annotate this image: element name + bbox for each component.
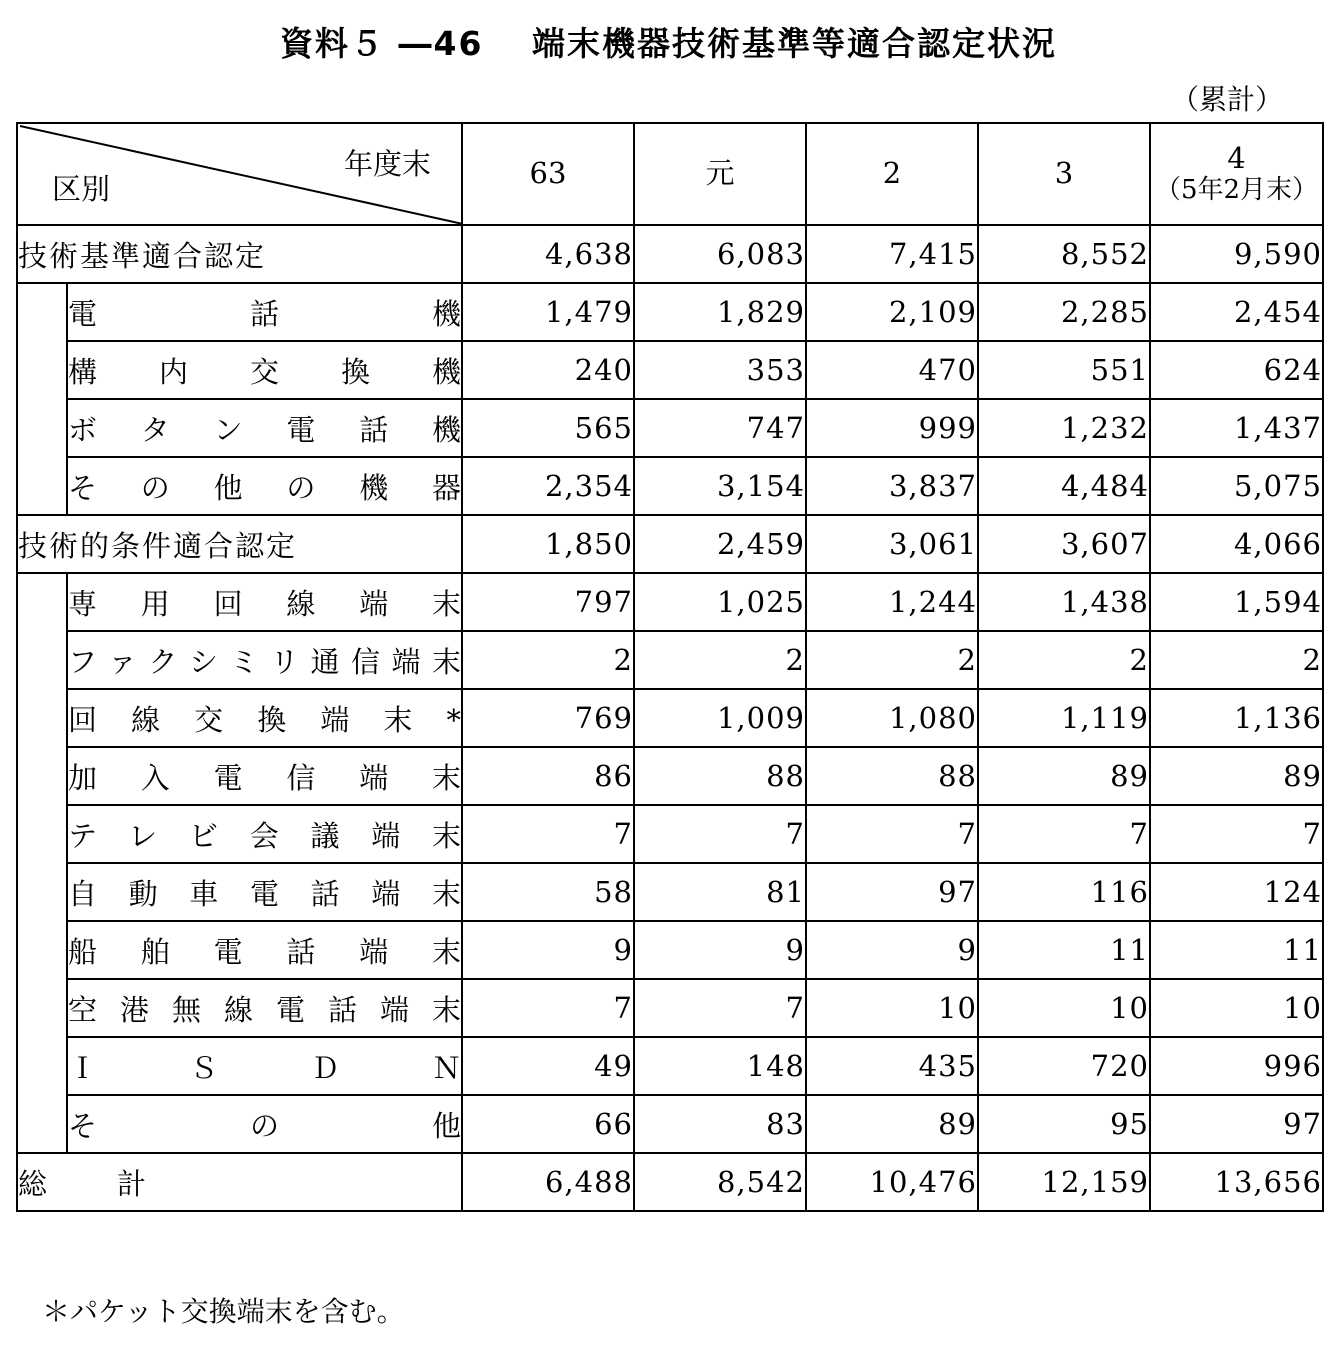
- value-cell: 1,850: [462, 515, 634, 573]
- value-cell: 7: [634, 979, 806, 1037]
- value-cell: 1,437: [1150, 399, 1323, 457]
- table-row: [17, 863, 1323, 921]
- value-cell: 1,025: [634, 573, 806, 631]
- value-cell: 1,244: [806, 573, 978, 631]
- value-cell: 89: [1150, 747, 1323, 805]
- value-cell: 6,083: [634, 225, 806, 283]
- value-cell: 2,285: [978, 283, 1150, 341]
- footnote: ＊パケット交換端末を含む。: [42, 1295, 405, 1328]
- value-cell: 88: [806, 747, 978, 805]
- value-cell: 83: [634, 1095, 806, 1153]
- value-cell: 9: [806, 921, 978, 979]
- table-row: [17, 747, 1323, 805]
- indent-cell: [17, 805, 67, 863]
- indent-cell: [17, 863, 67, 921]
- value-cell: 2,354: [462, 457, 634, 515]
- row-label: 構内交換機: [67, 341, 462, 399]
- value-cell: 11: [978, 921, 1150, 979]
- value-cell: 7: [462, 979, 634, 1037]
- unit-note: （累計）: [1170, 83, 1283, 116]
- value-cell: 2: [1150, 631, 1323, 689]
- value-cell: 996: [1150, 1037, 1323, 1095]
- table-row: [17, 631, 1323, 689]
- table-row: [17, 979, 1323, 1037]
- value-cell: 1,829: [634, 283, 806, 341]
- value-cell: 97: [1150, 1095, 1323, 1153]
- value-cell: 747: [634, 399, 806, 457]
- row-label: テレビ会議端末: [67, 805, 462, 863]
- table-row: [17, 689, 1323, 747]
- table-row: [17, 1037, 1323, 1095]
- indent-cell: [17, 399, 67, 457]
- value-cell: 4,638: [462, 225, 634, 283]
- value-cell: 720: [978, 1037, 1150, 1095]
- table-row: [17, 515, 1323, 573]
- value-cell: 148: [634, 1037, 806, 1095]
- value-cell: 551: [978, 341, 1150, 399]
- row-label: 空港無線電話端末: [67, 979, 462, 1037]
- table-row: [17, 283, 1323, 341]
- row-label: その他: [67, 1095, 462, 1153]
- value-cell: 999: [806, 399, 978, 457]
- row-label: 技術基準適合認定: [17, 225, 462, 283]
- col-header-4-year: 4: [1227, 141, 1246, 176]
- indent-cell: [17, 921, 67, 979]
- row-label: 技術的条件適合認定: [17, 515, 462, 573]
- row-label: その他の機器: [67, 457, 462, 515]
- value-cell: 435: [806, 1037, 978, 1095]
- value-cell: 4,066: [1150, 515, 1323, 573]
- value-cell: 2: [806, 631, 978, 689]
- col-header-gan: 元: [634, 123, 806, 225]
- value-cell: 7: [806, 805, 978, 863]
- indent-cell: [17, 457, 67, 515]
- total-value-cell: 6,488: [462, 1153, 634, 1211]
- value-cell: 565: [462, 399, 634, 457]
- total-label-cell: [17, 1153, 462, 1211]
- value-cell: 2: [978, 631, 1150, 689]
- value-cell: 97: [806, 863, 978, 921]
- value-cell: 624: [1150, 341, 1323, 399]
- value-cell: 58: [462, 863, 634, 921]
- value-cell: 2: [634, 631, 806, 689]
- indent-cell: [17, 1037, 67, 1095]
- value-cell: 2,459: [634, 515, 806, 573]
- value-cell: 10: [978, 979, 1150, 1037]
- value-cell: 49: [462, 1037, 634, 1095]
- value-cell: 2: [462, 631, 634, 689]
- table-row: [17, 457, 1323, 515]
- table-row: [17, 1095, 1323, 1153]
- total-value-cell: 12,159: [978, 1153, 1150, 1211]
- value-cell: 3,061: [806, 515, 978, 573]
- header-corner-cell: [17, 123, 462, 225]
- indent-cell: [17, 1095, 67, 1153]
- value-cell: 10: [1150, 979, 1323, 1037]
- row-label: 専用回線端末: [67, 573, 462, 631]
- value-cell: 95: [978, 1095, 1150, 1153]
- total-value-cell: 10,476: [806, 1153, 978, 1211]
- value-cell: 1,232: [978, 399, 1150, 457]
- row-label: ＩＳＤＮ: [67, 1037, 462, 1095]
- table-row: [17, 341, 1323, 399]
- indent-cell: [17, 631, 67, 689]
- row-label: 船舶電話端末: [67, 921, 462, 979]
- table-row: [17, 573, 1323, 631]
- value-cell: 10: [806, 979, 978, 1037]
- value-cell: 7: [634, 805, 806, 863]
- row-label: 加入電信端末: [67, 747, 462, 805]
- value-cell: 470: [806, 341, 978, 399]
- value-cell: 124: [1150, 863, 1323, 921]
- value-cell: 1,009: [634, 689, 806, 747]
- value-cell: 1,119: [978, 689, 1150, 747]
- col-header-2: 2: [806, 123, 978, 225]
- value-cell: 89: [978, 747, 1150, 805]
- value-cell: 8,552: [978, 225, 1150, 283]
- value-cell: 9,590: [1150, 225, 1323, 283]
- page-title: 資料５ ―46 端末機器技術基準等適合認定状況: [280, 24, 1057, 63]
- value-cell: 769: [462, 689, 634, 747]
- value-cell: 5,075: [1150, 457, 1323, 515]
- value-cell: 2,109: [806, 283, 978, 341]
- table-row: [17, 805, 1323, 863]
- value-cell: 2,454: [1150, 283, 1323, 341]
- certification-table: [16, 122, 1324, 1212]
- value-cell: 797: [462, 573, 634, 631]
- value-cell: 11: [1150, 921, 1323, 979]
- value-cell: 86: [462, 747, 634, 805]
- value-cell: 1,080: [806, 689, 978, 747]
- col-header-4: [1150, 123, 1323, 225]
- value-cell: 9: [462, 921, 634, 979]
- indent-cell: [17, 689, 67, 747]
- value-cell: 116: [978, 863, 1150, 921]
- value-cell: 7,415: [806, 225, 978, 283]
- col-header-63: 63: [462, 123, 634, 225]
- value-cell: 1,479: [462, 283, 634, 341]
- value-cell: 1,594: [1150, 573, 1323, 631]
- value-cell: 240: [462, 341, 634, 399]
- value-cell: 3,607: [978, 515, 1150, 573]
- row-label: 自動車電話端末: [67, 863, 462, 921]
- value-cell: 7: [978, 805, 1150, 863]
- table-row: [17, 921, 1323, 979]
- value-cell: 7: [1150, 805, 1323, 863]
- value-cell: 88: [634, 747, 806, 805]
- value-cell: 9: [634, 921, 806, 979]
- value-cell: 66: [462, 1095, 634, 1153]
- value-cell: 7: [462, 805, 634, 863]
- indent-cell: [17, 979, 67, 1037]
- total-row: [17, 1153, 1323, 1211]
- value-cell: 89: [806, 1095, 978, 1153]
- col-header-4-note: （5年2月末）: [1154, 174, 1319, 205]
- table-row: [17, 225, 1323, 283]
- row-label: 電話機: [67, 283, 462, 341]
- category-label: 区別: [52, 172, 111, 206]
- total-label-1: 総: [18, 1166, 48, 1201]
- value-cell: 353: [634, 341, 806, 399]
- total-value-cell: 13,656: [1150, 1153, 1323, 1211]
- value-cell: 1,438: [978, 573, 1150, 631]
- header-row: [17, 123, 1323, 225]
- row-label: ボタン電話機: [67, 399, 462, 457]
- row-label: ファクシミリ通信端末: [67, 631, 462, 689]
- total-value-cell: 8,542: [634, 1153, 806, 1211]
- indent-cell: [17, 341, 67, 399]
- year-end-label: 年度末: [343, 147, 431, 181]
- indent-cell: [17, 283, 67, 341]
- value-cell: 4,484: [978, 457, 1150, 515]
- col-header-3: 3: [978, 123, 1150, 225]
- value-cell: 3,154: [634, 457, 806, 515]
- total-label-2: 計: [116, 1166, 146, 1201]
- value-cell: 81: [634, 863, 806, 921]
- row-label: 回線交換端末*: [67, 689, 462, 747]
- indent-cell: [17, 747, 67, 805]
- value-cell: 1,136: [1150, 689, 1323, 747]
- indent-cell: [17, 573, 67, 631]
- value-cell: 3,837: [806, 457, 978, 515]
- table-row: [17, 399, 1323, 457]
